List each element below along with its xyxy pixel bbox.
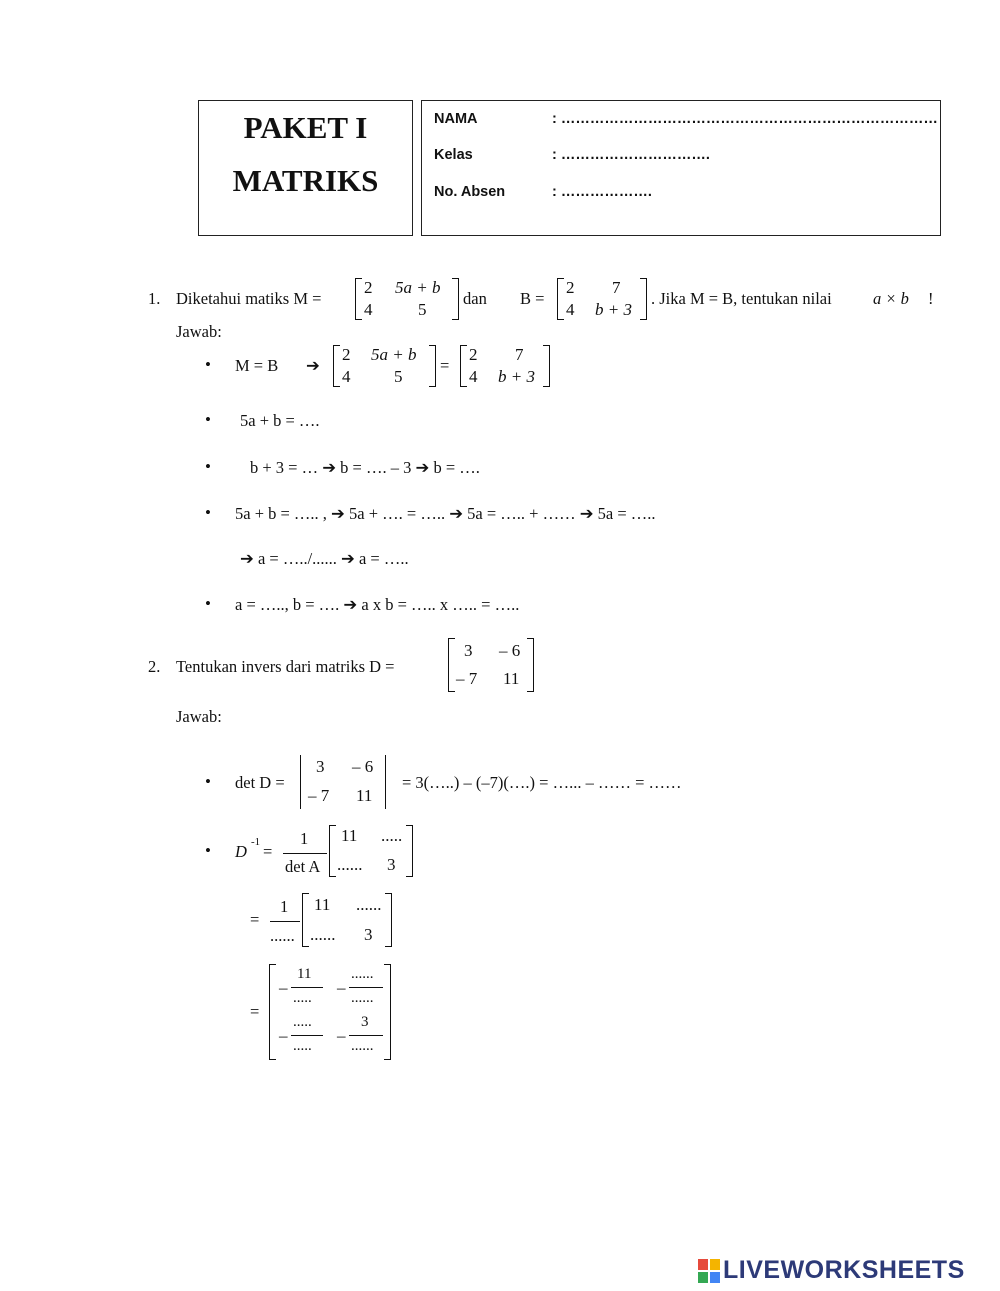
m-cell: 2 [342,345,351,364]
m-cell: 5 [418,300,427,319]
arrow-icon: ➔ [306,356,320,375]
brand-logo-icon [698,1259,720,1283]
step1-matrix-B [460,345,550,387]
fraction-bar [291,987,323,988]
sign: – [279,1026,288,1045]
inv-cell: 11 [341,826,358,845]
bullet-icon: • [205,503,211,522]
kelas-field[interactable]: : …………………………. [552,147,710,163]
inv-eq: = [263,842,273,861]
q1-text-b: B = [520,289,545,308]
kelas-label: Kelas [434,147,473,163]
d-cell: – 6 [499,641,521,660]
q1-step1-label: M = B [235,356,279,375]
q1-step5[interactable]: ➔ a = …../...... ➔ a = ….. [240,549,409,568]
sign: – [279,978,288,997]
absen-label: No. Absen [434,184,506,200]
b-cell: 2 [566,278,575,297]
q1-step4[interactable]: 5a + b = ….. , ➔ 5a + …. = ….. ➔ 5a = ….. + …… ➔ 5a = ….. [235,504,656,523]
d-cell: – 7 [456,669,478,688]
m-cell: 5a + b [395,278,441,297]
q2-number: 2. [148,657,161,676]
b-cell: 4 [469,367,478,386]
inv-cell[interactable]: ...... [337,855,363,874]
q1-jawab: Jawab: [176,322,222,341]
bullet-icon: • [205,355,211,374]
nama-field[interactable]: : …………………………………………………………………… [552,111,938,127]
b-cell: 4 [566,300,575,319]
line3-matrix [269,964,391,1060]
brand-name[interactable]: LIVEWORKSHEETS [723,1256,965,1284]
frac-num: 1 [300,829,309,848]
q1-step1-equals: = [440,356,450,375]
line2-num: 1 [280,897,289,916]
det-cell: 3 [316,757,325,776]
det-cell: – 7 [308,786,330,805]
step1-matrix-M [333,345,436,387]
line2-eq: = [250,910,260,929]
fraction-bar [270,921,300,922]
q1-text-axb: a × b [873,289,909,308]
fraction-bar [349,1035,383,1036]
m-cell: 5a + b [371,345,417,364]
logo-block [710,1259,720,1270]
inv-cell[interactable]: ..... [381,826,403,845]
bullet-icon: • [205,457,211,476]
det-computation[interactable]: = 3(…..) – (–7)(….) = …... – …… = …… [402,773,682,792]
q1-text-c: . Jika M = B, tentukan nilai [651,289,832,308]
topic-title: MATRIKS [232,163,379,198]
det-label: det D = [235,773,285,792]
q1-step3[interactable]: b + 3 = … ➔ b = …. – 3 ➔ b = …. [250,458,480,477]
frac-den[interactable]: ..... [293,1038,312,1054]
line2-matrix [302,893,392,947]
paket-title: PAKET I [243,110,368,145]
sign: – [337,978,346,997]
frac-num[interactable]: ...... [351,966,374,982]
matrix-D [448,638,534,692]
b-cell: b + 3 [498,367,535,386]
fraction-bar [291,1035,323,1036]
line2-den[interactable]: ...... [270,926,295,945]
q2-jawab: Jawab: [176,707,222,726]
bullet-icon: • [205,594,211,613]
bullet-icon: • [205,772,211,791]
q1-step6[interactable]: a = ….., b = …. ➔ a x b = ….. x ….. = ….. [235,595,520,614]
b-cell: 7 [515,345,524,364]
q1-step2[interactable]: 5a + b = …. [240,411,320,430]
inv-matrix [329,825,413,877]
logo-block [698,1259,708,1270]
inv-label: D [235,842,247,861]
frac-num: 11 [297,966,312,982]
q2-text: Tentukan invers dari matriks D = [176,657,395,676]
det-cell: – 6 [352,757,374,776]
b-cell: 2 [469,345,478,364]
bullet-icon: • [205,841,211,860]
m-cell: 5 [394,367,403,386]
logo-block [698,1272,708,1283]
sign: – [337,1026,346,1045]
d-cell: 11 [503,669,520,688]
line2-cell: 3 [364,925,373,944]
fraction-bar [349,987,383,988]
q1-text-a: Diketahui matiks M = [176,289,322,308]
line2-cell[interactable]: ...... [356,895,382,914]
det-matrix [300,755,386,809]
title-box [198,100,413,236]
absen-field[interactable]: : ………………. [552,184,652,200]
nama-label: NAMA [434,111,478,127]
m-cell: 2 [364,278,373,297]
m-cell: 4 [342,367,351,386]
inv-cell: 3 [387,855,396,874]
q1-text-end: ! [928,289,934,308]
b-cell: b + 3 [595,300,632,319]
bullet-icon: • [205,410,211,429]
frac-den[interactable]: ..... [293,990,312,1006]
line2-cell[interactable]: ...... [310,925,336,944]
inv-sup: -1 [251,836,261,848]
line2-cell: 11 [314,895,331,914]
fraction-bar [283,853,327,854]
matrix-B [557,278,647,320]
frac-num[interactable]: ..... [293,1014,312,1030]
m-cell: 4 [364,300,373,319]
q1-number: 1. [148,289,161,308]
b-cell: 7 [612,278,621,297]
line3-eq: = [250,1002,260,1021]
frac-den: det A [285,857,321,876]
logo-block [710,1272,720,1283]
student-info-box [421,100,941,236]
frac-num: 3 [361,1014,369,1030]
det-cell: 11 [356,786,373,805]
d-cell: 3 [464,641,473,660]
q1-text-dan: dan [463,289,487,308]
frac-den[interactable]: ...... [351,1038,374,1054]
matrix-M [355,278,459,320]
frac-den[interactable]: ...... [351,990,374,1006]
